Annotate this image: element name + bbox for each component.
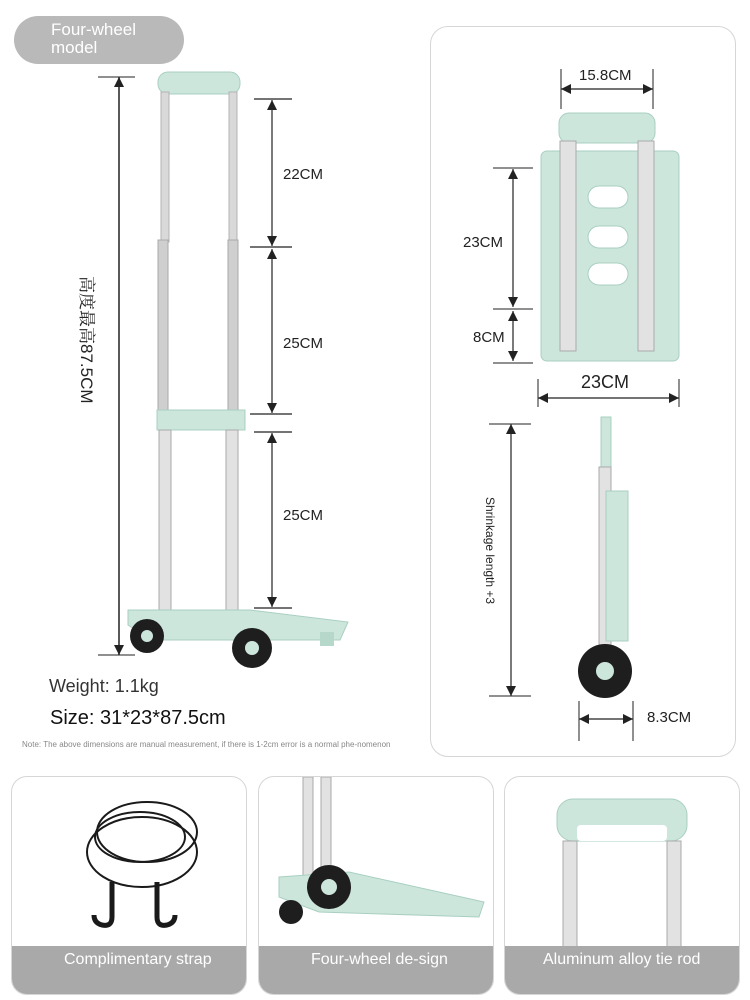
dim-base-width: 23CM [581,372,630,392]
weight-spec: Weight: 1.1kg [49,676,159,696]
dim-top-section: 22CM [283,166,324,183]
dim-base-height: 8CM [473,329,505,346]
dim-bottom-section: 25CM [283,507,324,524]
feature-card-rod [504,776,740,995]
caption-strap: Complimentary strap [12,946,246,994]
dim-handle-width: 15.8CM [579,67,632,84]
caption-wheels: Four-wheel de-sign [259,946,493,994]
size-spec: Size: 31*23*87.5cm [50,707,226,729]
dim-board-height: 23CM [463,234,504,251]
dim-mid-section: 25CM [283,335,324,352]
feature-card-strap [11,776,247,995]
shrinkage-label: Shrinkage length +3 [483,497,497,605]
trolley-illustration [0,60,420,680]
feature-card-wheels [258,776,494,995]
total-height-label: 高度最高87.5CM [77,276,96,404]
measurement-note: Note: The above dimensions are manual measurement, if there is 1-2cm error is a normal phe-nomenon [22,740,391,749]
folded-dimensions-panel [430,26,736,757]
model-tag: Four-wheel model [14,16,184,64]
caption-rod: Aluminum alloy tie rod [505,946,739,994]
dim-depth: 8.3CM [647,709,692,726]
